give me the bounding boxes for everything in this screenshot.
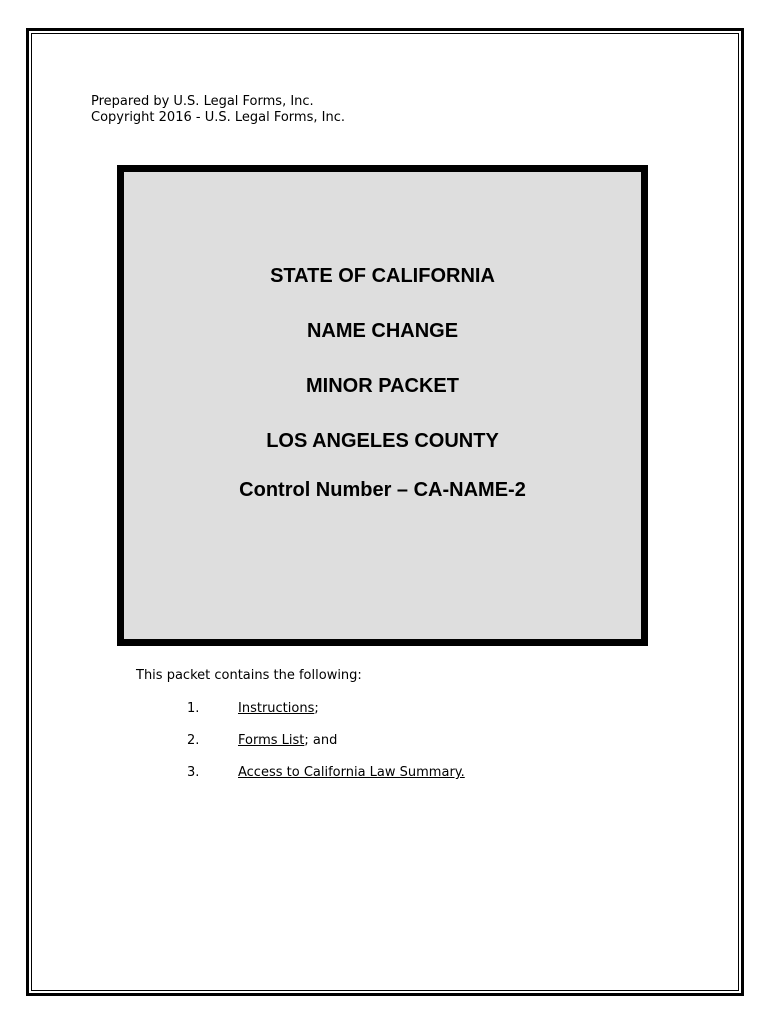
list-item [0,733,770,749]
forms-list-link[interactable]: Forms List [238,733,305,748]
contents-intro: This packet contains the following: [136,668,362,683]
prepared-by-block [91,94,345,126]
list-item-number: 2. [187,733,200,748]
list-item-suffix: ; and [304,733,338,748]
packet-title: MINOR PACKET [306,375,459,397]
list-item-suffix: ; [314,701,319,716]
county-title: LOS ANGELES COUNTY [266,430,499,452]
list-item-text [238,733,337,749]
instructions-link[interactable]: Instructions [238,701,315,716]
list-item [0,701,770,717]
control-number: Control Number – CA-NAME-2 [239,479,526,501]
list-item-text [238,701,319,717]
prepared-by-line: Prepared by U.S. Legal Forms, Inc. [91,94,314,109]
list-item-text [238,765,465,781]
state-title: STATE OF CALIFORNIA [270,265,495,287]
title-box [117,165,648,646]
subject-title: NAME CHANGE [306,320,459,342]
list-item-number: 1. [187,701,200,716]
list-item-number: 3. [187,765,200,780]
copyright-line: Copyright 2016 - U.S. Legal Forms, Inc. [91,110,345,125]
list-item [0,765,770,781]
law-summary-link[interactable]: Access to California Law Summary. [238,765,465,780]
